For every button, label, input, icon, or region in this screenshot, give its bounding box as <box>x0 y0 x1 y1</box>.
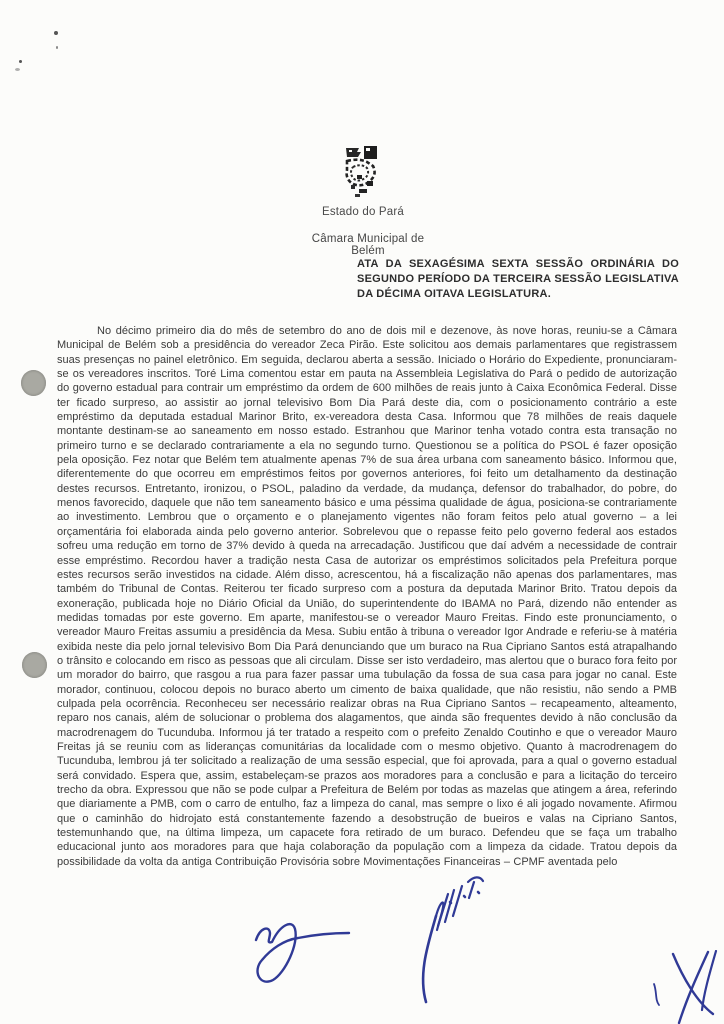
signature-icon-center <box>402 872 486 1006</box>
scan-speck <box>56 46 58 49</box>
scan-speck <box>19 60 22 63</box>
session-title: ATA DA SEXAGÉSIMA SEXTA SESSÃO ORDINÁRIA DO SEGUNDO PERÍODO DA TERCEIRA SESSÃO LEGISLATIVA DA DÉCIMA OITAVA LEGISLATURA. <box>357 258 679 300</box>
hole-punch-icon <box>22 652 47 678</box>
coat-of-arms-icon <box>343 145 379 199</box>
municipality-name: Câmara Municipal de Belém <box>311 233 425 257</box>
signature-icon-corner <box>645 950 724 1024</box>
scan-speck <box>54 31 58 35</box>
hole-punch-icon <box>21 370 46 396</box>
scan-speck <box>15 68 20 71</box>
state-name: Estado do Pará <box>321 206 405 218</box>
signature-icon-left <box>240 900 360 990</box>
minutes-body-text: No décimo primeiro dia do mês de setembro do ano de dois mil e dezenove, às nove horas, reuniu-se a Câmara Municipal de Belém sob a presidência do vereador Zeca Pirão. Este solicitou aos demais parlamentares que registrassem suas presenças no painel eletrônico. Em seguida, declarou aberta a sessão. Iniciado o Horário do Expediente, pronunciaram-se os vereadores inscritos. Toré Lima comentou estar em pauta na Assembleia Legislativa do Pará o pedido de autorização do governo estadual para contrair um empréstimo da ordem de 600 milhões de reais junto à Caixa Econômica Federal. Disse ter ficado surpreso, ao assistir ao jornal televisivo Bom Dia Pará deste dia, com o posicionamento contrário a este empréstimo da deputada estadual Marinor Brito, ex-vereadora desta Casa. Informou que 78 milhões de reais daquele montante destinam-se ao saneamento em nosso estado. Estranhou que Marinor tenha votado contra esta transação no primeiro turno e se declarado contrariamente a ela no segundo turno. Questionou se a política do PSOL é fazer oposição pela oposição. Fez notar que Belém tem atualmente apenas 7% de sua área urbana com saneamento básico. Informou que, diferentemente do que ocorreu em empréstimos feitos por governos anteriores, foi feito um detalhamento da destinação destes recursos. Entretanto, ironizou, o PSOL, paladino da verdade, da mudança, defensor do trabalhador, do pobre, do menos favorecido, daquele que não tem saneamento básico e uma péssima qualidade de água, posiciona-se contrariamente ao investimento. Lembrou que o orçamento e o planejamento vigentes não foram feitos pelo atual governo – a lei orçamentária foi elaborada ainda pelo governo anterior. Sobrelevou que o repasse feito pelo governo federal aos estados sofreu uma redução em torno de 37% devido à queda na arrecadação. Justificou que daí advém a necessidade de contrair esse empréstimo. Recordou haver a tradição nesta Casa de autorizar os empréstimos solicitados pela Prefeitura porque estes recursos serão investidos na cidade. Além disso, acrescentou, há a fiscalização não apenas dos parlamentares, mas também do Tribunal de Contas. Reiterou ter ficado surpreso com a postura da deputada Marinor Brito. Tratou depois da exoneração, publicada hoje no Diário Oficial da União, do superintendente do IBAMA no Pará, dizendo não entender as medidas tomadas por este governo. Em aparte, manifestou-se o vereador Mauro Freitas. Findo este pronunciamento, o vereador Mauro Freitas assumiu a presidência da Mesa. Subiu então à tribuna o vereador Igor Andrade e referiu-se à matéria exibida neste dia pelo jornal televisivo Bom Dia Pará denunciando que um buraco na Rua Cipriano Santos está atrapalhando o trânsito e colocando em risco as pessoas que ali circulam. Disse ser isto verdadeiro, mas alertou que o buraco fora feito por um morador do bairro, que rasgou a rua para fazer passar uma tubulação da fossa de sua casa para jogar no canal. Este morador, continuou, colocou depois no buraco aberto um cimento de baixa qualidade, que não resistiu, não sendo a PMB culpada pela ocorrência. Reconheceu ser necessário realizar obras na Rua Cipriano Santos – recapeamento, alteamento, reparo nos canais, além de solucionar o problema dos alagamentos, que ainda são frequentes devido à não conclusão da macrodrenagem do Tucunduba. Informou já ter tratado a respeito com o prefeito Zenaldo Coutinho e que o vereador Mauro Freitas já se reuniu com as lideranças comunitárias da localidade com o mesmo objetivo. Quanto à macrodrenagem do Tucunduba, lembrou já ter solicitado a realização de uma sessão especial, que foi aprovada, para a qual o governo estadual será convidado. Espera que, assim, estabeleçam-se prazos aos moradores para a conclusão e para a licitação do terceiro trecho da obra. Expressou que não se pode culpar a Prefeitura de Belém por todas as mazelas que atingem a área, referindo que diariamente a PMB, com o carro de entulho, faz a limpeza do canal, mas sempre o lixo é ali jogado novamente. Afirmou que o caminhão do hidrojato está constantemente fazendo a desobstrução de bueiros e valas na Cipriano Santos, testemunhando que, na última limpeza, um capacete fora retirado de um buraco. Defendeu que se faça um trabalho educacional junto aos moradores para que haja colaboração da população com a limpeza da cidade. Tratou depois da possibilidade da volta da antiga Contribuição Provisória sobre Movimentações Financeiras – CPMF aventada pelo <box>57 325 677 868</box>
